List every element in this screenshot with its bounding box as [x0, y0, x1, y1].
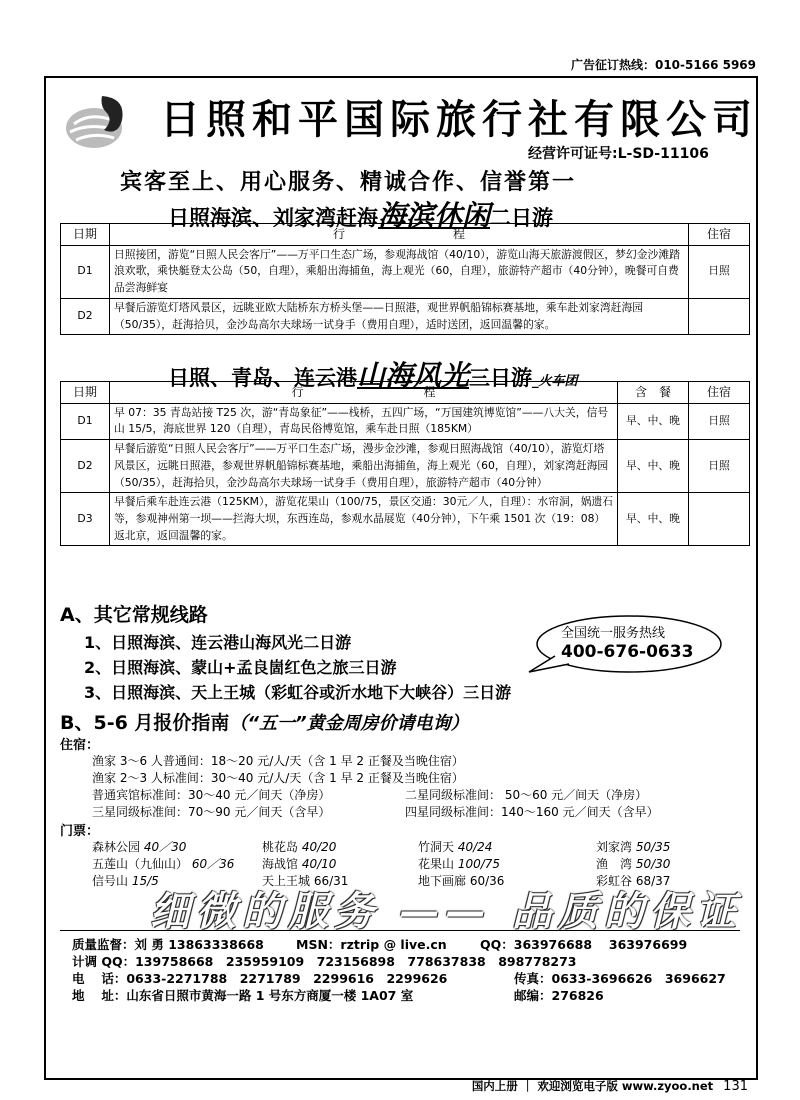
col-itinerary: 行 程 [110, 382, 618, 404]
tickets-label: 门票： [60, 824, 100, 839]
ticket-item [418, 855, 500, 872]
route-item: 3、日照海滨、天上王城（彩虹谷或沂水地下大峡谷）三日游 [84, 683, 512, 702]
ticket-price: 40/10 [301, 857, 337, 871]
stay-cell: 日照 [689, 440, 750, 493]
ticket-item [418, 838, 492, 855]
service-hotline-label: 全国统一服务热线 [561, 626, 666, 641]
ticket-name: 信号山 [92, 874, 129, 888]
table-row [61, 493, 750, 546]
tour1-header-row [61, 224, 750, 246]
ticket-name: 海战馆 [262, 857, 299, 871]
day-cell: D2 [61, 298, 110, 334]
table-row [61, 440, 750, 493]
col-date: 日期 [61, 382, 110, 404]
ticket-item [596, 855, 670, 872]
route-item: 1、日照海滨、连云港山海风光二日游 [84, 633, 352, 652]
ticket-item [596, 838, 670, 855]
section-b-heading: B、5-6 月报价指南 [60, 712, 230, 734]
hotel-price: 二星同级标准间： 50～60 元／间天（净房） [405, 788, 648, 802]
tour1-title-post: 二日游 [490, 206, 554, 230]
table-row [61, 245, 750, 298]
desc-cell: 早餐后乘车赴连云港（125KM），游览花果山（100/75，景区交通：30元／人，自理）：水帘洞，娲遗石等，参观神州第一坝——拦海大坝，东西连岛，参观水晶展览（40分钟），下午乘 1501 次（19：08）返北京，返回温馨的家。 [110, 493, 618, 546]
page-footer [472, 1078, 748, 1094]
tour2-title-post: 三日游 [469, 366, 533, 390]
ticket-price: 66/31 [313, 874, 349, 888]
desc-cell: 早 07：35 青岛站接 T25 次，游“青岛象征”——栈桥，五四广场，“万国建筑博览馆”——八大关，信号山 15/5，海底世界 120（自理），青岛民俗博览馆，乘车赴日照（185KM） [110, 403, 618, 439]
table-row [61, 403, 750, 439]
divider [60, 930, 740, 931]
route-item: 2、日照海滨、蒙山+孟良崮红色之旅三日游 [84, 658, 397, 677]
ticket-price: 50/35 [635, 840, 671, 854]
ticket-item [92, 872, 159, 889]
address: 地 址：山东省日照市黄海一路 1 号东方商厦一楼 1A07 室 [72, 988, 414, 1003]
ticket-name: 彩虹谷 [596, 874, 633, 888]
desc-cell: 日照接团，游览“日照人民会客厅”——万平口生态广场，参观海战馆（40/10），游览山海天旅游渡假区，梦幻金沙滩踏浪欢歌，乘快艇登太公岛（50，自理），乘船出海捕鱼，海上观光（60，自理），旅游特产超市（40分钟），晚餐可自费品尝海鲜宴 [110, 245, 689, 298]
ticket-price: 40/24 [457, 840, 493, 854]
msn: MSN：rztrip @ live.cn [296, 937, 447, 952]
qq: QQ：363976688 363976699 [480, 937, 688, 952]
lodging-line: 渔家 3～6 人普通间：18～20 元/人/天（含 1 早 2 正餐及当晚住宿） [92, 754, 464, 768]
desc-cell: 早餐后游览“日照人民会客厅”——万平口生态广场，漫步金沙滩，参观日照海战馆（40/10），游览灯塔风景区，远眺日照港，参观世界帆船锦标赛基地，乘船出海捕鱼，海上观光（60，自理），刘家湾赶海园（50/35），赶海拾贝，金沙岛高尔夫球场一试身手（费用自理），旅游特产超市（40分钟） [110, 440, 618, 493]
desc-cell: 早餐后游览灯塔风景区，远眺亚欧大陆桥东方桥头堡——日照港，观世界帆船锦标赛基地，乘车赴刘家湾赶海园（50/35），赶海拾贝，金沙岛高尔夫球场一试身手（费用自理），适时送团，返回温馨的家。 [110, 298, 689, 334]
ticket-price: 100/75 [457, 857, 501, 871]
section-b-title [60, 708, 469, 735]
hotel-price: 四星同级标准间：140～160 元／间天（含早） [405, 805, 659, 819]
ticket-name: 地下画廊 [418, 874, 467, 888]
ticket-price: 68/37 [635, 874, 671, 888]
ad-hotline: 广告征订热线：010-5166 5969 [570, 58, 756, 72]
hotel-price: 三星同级标准间：70～90 元／间天（含早） [92, 805, 331, 819]
ticket-name: 渔 湾 [596, 857, 633, 871]
ticket-price: 40/20 [301, 840, 337, 854]
tour2-header-row [61, 382, 750, 404]
company-logo [60, 90, 132, 156]
ticket-price: 40／30 [143, 840, 187, 854]
hotel-price: 普通宾馆标准间：30～40 元／间天（净房） [92, 788, 331, 802]
ticket-price: 60/36 [469, 874, 505, 888]
ticket-name: 桃花岛 [262, 840, 299, 854]
fax: 传真：0633-3696626 3696627 [514, 971, 726, 986]
ticket-item [262, 855, 336, 872]
lodging-line: 渔家 2～3 人标准间：30～40 元/人/天（含 1 早 2 正餐及当晚住宿） [92, 771, 464, 785]
lodging-label: 住宿： [60, 738, 100, 753]
ticket-price: 60／36 [191, 857, 235, 871]
section-a-title: A、其它常规线路 [60, 604, 208, 626]
ticket-price: 50/30 [635, 857, 671, 871]
col-stay: 住宿 [689, 224, 750, 246]
stay-cell [689, 298, 750, 334]
tour2-title-pre: 日照、青岛、连云港 [168, 366, 357, 390]
day-cell: D2 [61, 440, 110, 493]
ticket-name: 竹洞天 [418, 840, 455, 854]
service-hotline-number: 400-676-0633 [561, 642, 694, 662]
tour1-title-pre: 日照海滨、刘家湾赶海 [168, 206, 378, 230]
meal-cell: 早、中、晚 [618, 493, 689, 546]
day-cell: D3 [61, 493, 110, 546]
col-meals: 含 餐 [618, 382, 689, 404]
col-stay: 住宿 [689, 382, 750, 404]
stay-cell: 日照 [689, 403, 750, 439]
footer-text: 国内上册 ｜ 欢迎浏览电子版 www.zyoo.net [471, 1079, 714, 1093]
day-cell: D1 [61, 403, 110, 439]
license-number: 经营许可证号:L-SD-11106 [528, 146, 709, 162]
stay-cell [689, 493, 750, 546]
tour2-title-tag: _火车团 [532, 374, 578, 389]
slogan: 宾客至上、用心服务、精诚合作、信誉第一 [120, 170, 577, 195]
tour1-title-big: 海滨休闲 [378, 199, 491, 232]
ticket-item [262, 838, 336, 855]
planner-qq: 计调 QQ：139758668 235959109 723156898 778637838 898778273 [72, 954, 577, 969]
slogan-watermark: 细微的服务 —— 品质的保证 [150, 889, 742, 935]
company-name: 日照和平国际旅行社有限公司 [160, 96, 758, 143]
ticket-item [92, 855, 234, 872]
postcode: 邮编：276826 [514, 988, 604, 1003]
tour2-table [60, 381, 750, 546]
ticket-name: 天上王城 [262, 874, 311, 888]
col-date: 日期 [61, 224, 110, 246]
service-hotline-bubble [525, 612, 725, 678]
tour1-table [60, 223, 750, 335]
ticket-price: 15/5 [131, 874, 159, 888]
day-cell: D1 [61, 245, 110, 298]
section-b-subtitle: （“五一”黄金周房价请电询） [229, 713, 469, 734]
meal-cell: 早、中、晚 [618, 403, 689, 439]
ticket-name: 五莲山（九仙山） [92, 857, 189, 871]
tour2-title-big: 山海风光 [357, 359, 470, 392]
stay-cell: 日照 [689, 245, 750, 298]
ticket-item [92, 838, 186, 855]
ticket-name: 森林公园 [92, 840, 141, 854]
telephone: 电 话：0633-2271788 2271789 2299616 2299626 [72, 971, 448, 986]
ticket-name: 刘家湾 [596, 840, 633, 854]
meal-cell: 早、中、晚 [618, 440, 689, 493]
ticket-name: 花果山 [418, 857, 455, 871]
table-row [61, 298, 750, 334]
quality-supervisor: 质量监督：刘 勇 13863338668 [72, 937, 264, 952]
col-itinerary: 行 程 [110, 224, 689, 246]
page-number: 131 [723, 1079, 748, 1094]
